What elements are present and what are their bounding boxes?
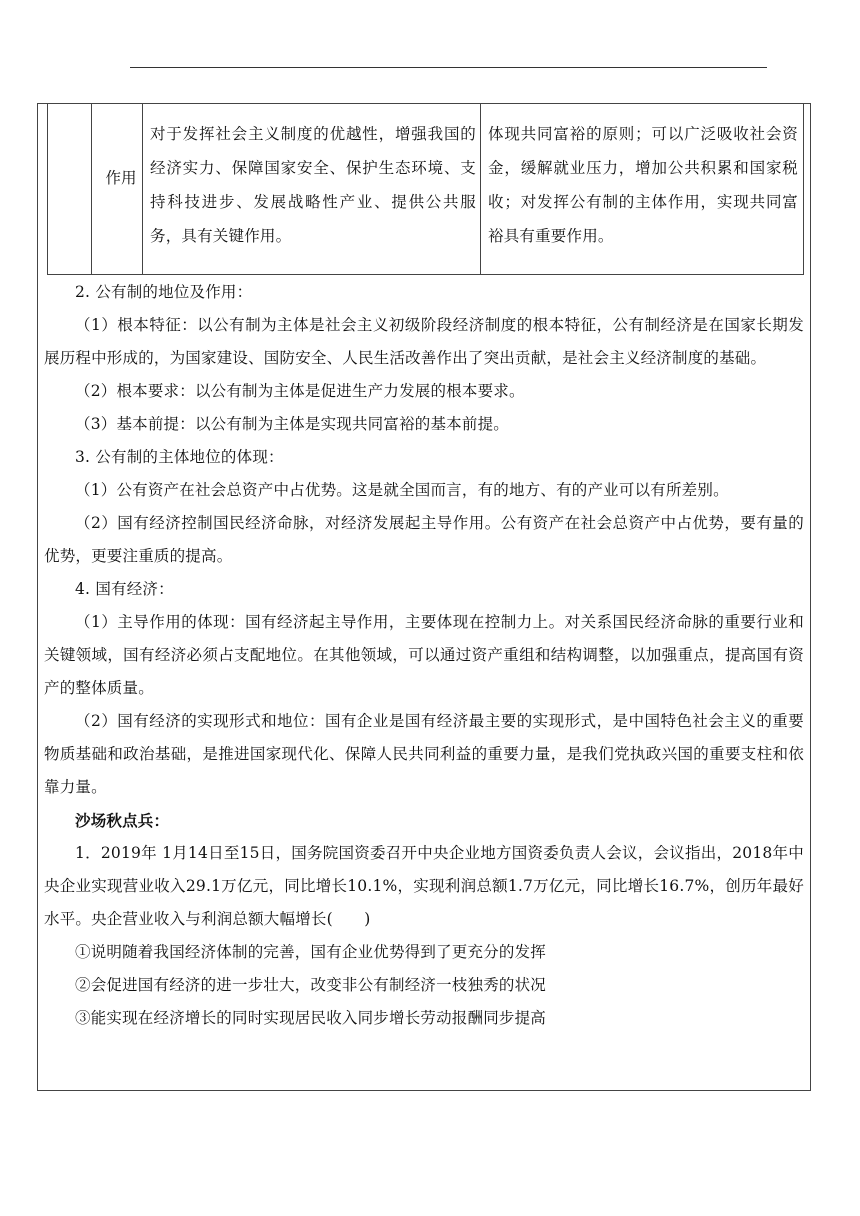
header-rule	[130, 67, 767, 68]
section-3-heading: 3. 公有制的主体地位的体现：	[75, 448, 284, 466]
table-divider	[47, 103, 48, 275]
question-1-option-3: ③能实现在经济增长的同时实现居民收入同步增长劳动报酬同步提高	[75, 1009, 547, 1027]
practice-heading: 沙场秋点兵：	[75, 811, 170, 830]
section-2-point-2: （2）根本要求：以公有制为主体是促进生产力发展的根本要求。	[75, 382, 525, 400]
section-2-point-3: （3）基本前提：以公有制为主体是实现共同富裕的基本前提。	[75, 415, 509, 433]
row-label-effect: 作用	[105, 169, 137, 187]
table-divider	[803, 103, 804, 275]
question-1-option-1: ①说明随着我国经济体制的完善，国有企业优势得到了更充分的发挥	[75, 943, 547, 961]
question-1-stem: 1．2019年 1月14日至15日，国务院国资委召开中央企业地方国资委负责人会议，会议指出，2018年中央企业实现营业收入29.1万亿元，同比增长10.1%，实现利润总额1.7万亿元，同比增长16.7%，创历年最好水平。央企营业收入与利润总额大幅增长( )	[44, 844, 804, 928]
collective-economy-effect-cell: 体现共同富裕的原则；可以广泛吸收社会资金，缓解就业压力，增加公共积累和国家税收；对发挥公有制的主体作用，实现共同富裕具有重要作用。	[488, 125, 798, 245]
section-4-heading: 4. 国有经济：	[75, 580, 174, 598]
table-divider	[91, 103, 92, 275]
comparison-table	[47, 103, 804, 275]
section-2-point-1: （1）根本特征：以公有制为主体是社会主义初级阶段经济制度的根本特征，公有制经济是在国家长期发展历程中形成的，为国家建设、国防安全、人民生活改善作出了突出贡献，是社会主义经济制度的基础。	[44, 316, 804, 367]
question-1-option-2: ②会促进国有经济的进一步壮大，改变非公有制经济一枝独秀的状况	[75, 976, 547, 994]
section-4-point-1: （1）主导作用的体现：国有经济起主导作用，主要体现在控制力上。对关系国民经济命脉的重要行业和关键领域，国有经济必须占支配地位。在其他领域，可以通过资产重组和结构调整，以加强重点，提高国有资产的整体质量。	[44, 613, 804, 697]
state-economy-effect-cell: 对于发挥社会主义制度的优越性，增强我国的经济实力、保障国家安全、保护生态环境、支持科技进步、发展战略性产业、提供公共服务，具有关键作用。	[150, 125, 476, 245]
table-bottom-rule	[47, 274, 804, 275]
document-body	[44, 276, 804, 1035]
section-3-point-1: （1）公有资产在社会总资产中占优势。这是就全国而言，有的地方、有的产业可以有所差别。	[75, 481, 729, 499]
section-4-point-2: （2）国有经济的实现形式和地位：国有企业是国有经济最主要的实现形式，是中国特色社会主义的重要物质基础和政治基础，是推进国家现代化、保障人民共同利益的重要力量，是我们党执政兴国的重要支柱和依靠力量。	[44, 712, 804, 796]
section-3-point-2: （2）国有经济控制国民经济命脉，对经济发展起主导作用。公有资产在社会总资产中占优势，要有量的优势，更要注重质的提高。	[44, 514, 804, 565]
table-divider	[480, 103, 481, 275]
section-2-heading: 2. 公有制的地位及作用：	[75, 283, 253, 301]
